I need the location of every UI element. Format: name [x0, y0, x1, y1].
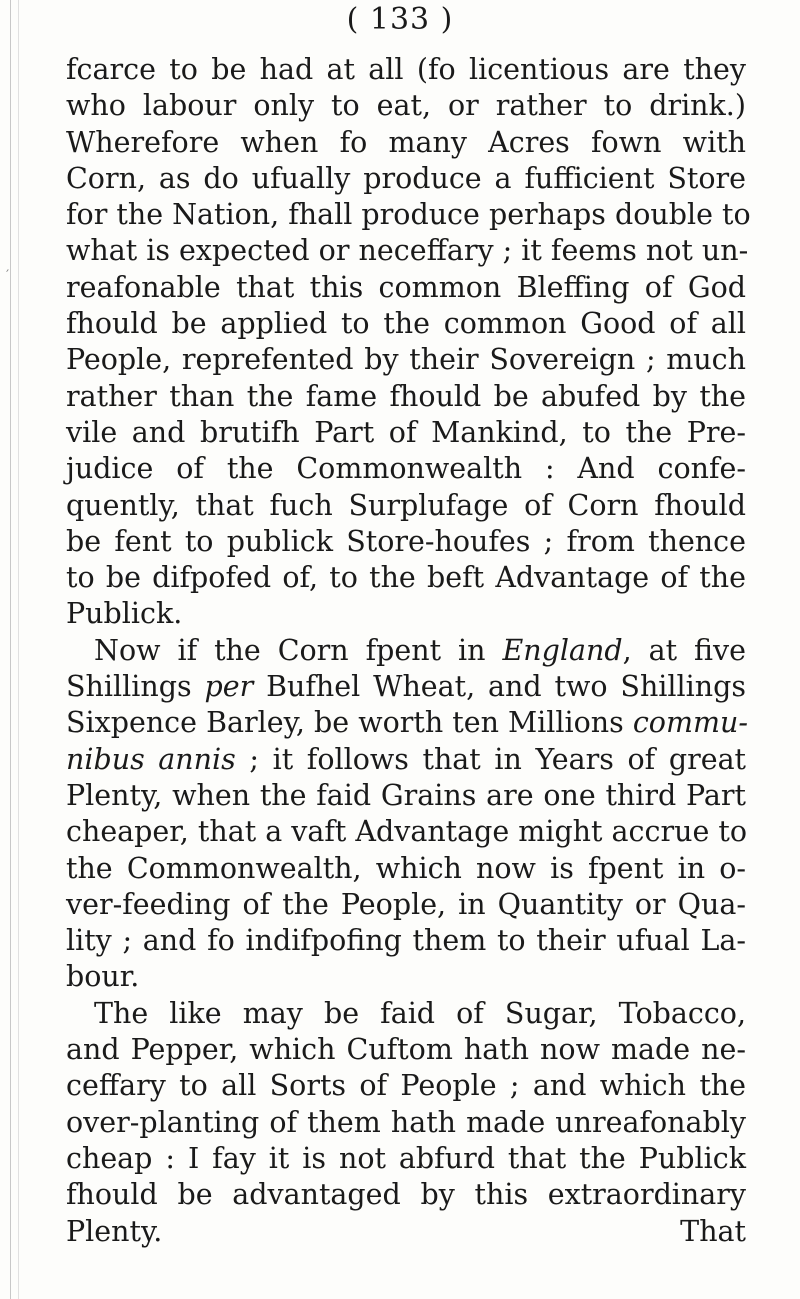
text-line: over-planting of them hath made unreafonably [66, 1105, 746, 1139]
text-line: nibus annis ; it follows that in Years of great [66, 742, 747, 776]
text-line: fhould be advantaged by this extraordinary [66, 1178, 746, 1212]
text-line: quently, that fuch Surplufage of Corn fhould [66, 488, 746, 522]
text-line: be fent to publick Store-houfes ; from thence [66, 524, 746, 558]
text-line: Plenty, when the faid Grains are one third Part [66, 778, 746, 812]
text-line: ver-feeding of the People, in Quantity or Qua- [66, 887, 746, 921]
text-line: the Commonwealth, which now is fpent in o- [66, 851, 746, 885]
text-line: vile and brutifh Part of Mankind, to the Pre- [66, 415, 746, 449]
text-line: Sixpence Barley, be worth ten Millions commu- [66, 706, 748, 740]
text-line: Plenty. That [66, 1214, 746, 1248]
text-line: lity ; and fo indifpofing them to their ufual La- [66, 924, 746, 958]
page-edge-line [10, 0, 11, 1299]
text-line: Wherefore when fo many Acres fown with [66, 125, 746, 159]
text-line: cheap : I fay it is not abfurd that the Publick [66, 1141, 746, 1175]
text-line: Corn, as do ufually produce a fufficient Store [66, 161, 746, 195]
text-line: cheaper, that a vaft Advantage might accrue to [66, 815, 747, 849]
text-line: People, reprefented by their Sovereign ; much [66, 343, 746, 377]
text-line: what is expected or neceffary ; it feems not un- [66, 234, 749, 268]
margin-mark: ′ [6, 268, 10, 284]
text-line: for the Nation, fhall produce perhaps double to [66, 198, 751, 232]
text-line: and Pepper, which Cuftom hath now made ne- [66, 1033, 746, 1067]
text-line: who labour only to eat, or rather to drink.) [66, 89, 746, 123]
text-line: The like may be faid of Sugar, Tobacco, [94, 996, 746, 1030]
body-text [66, 52, 751, 1250]
text-line: Shillings per Bufhel Wheat, and two Shillings [66, 670, 746, 704]
page-number: ( 133 ) [346, 2, 454, 37]
text-line: Now if the Corn fpent in England, at five [94, 633, 746, 667]
text-line: bour. [66, 960, 140, 994]
text-line: to be difpofed of, to the beft Advantage of the [66, 561, 746, 595]
text-line: fcarce to be had at all (fo licentious are they [66, 53, 746, 86]
text-line: fhould be applied to the common Good of all [66, 307, 746, 341]
text-line: ceffary to all Sorts of People ; and which the [66, 1069, 746, 1103]
text-line: judice of the Commonwealth : And confe- [66, 452, 746, 486]
text-line: reafonable that this common Bleffing of God [66, 270, 746, 304]
text-line: Publick. [66, 597, 183, 631]
page-edge-line-inner [18, 0, 19, 1299]
text-line: rather than the fame fhould be abufed by the [66, 379, 746, 413]
